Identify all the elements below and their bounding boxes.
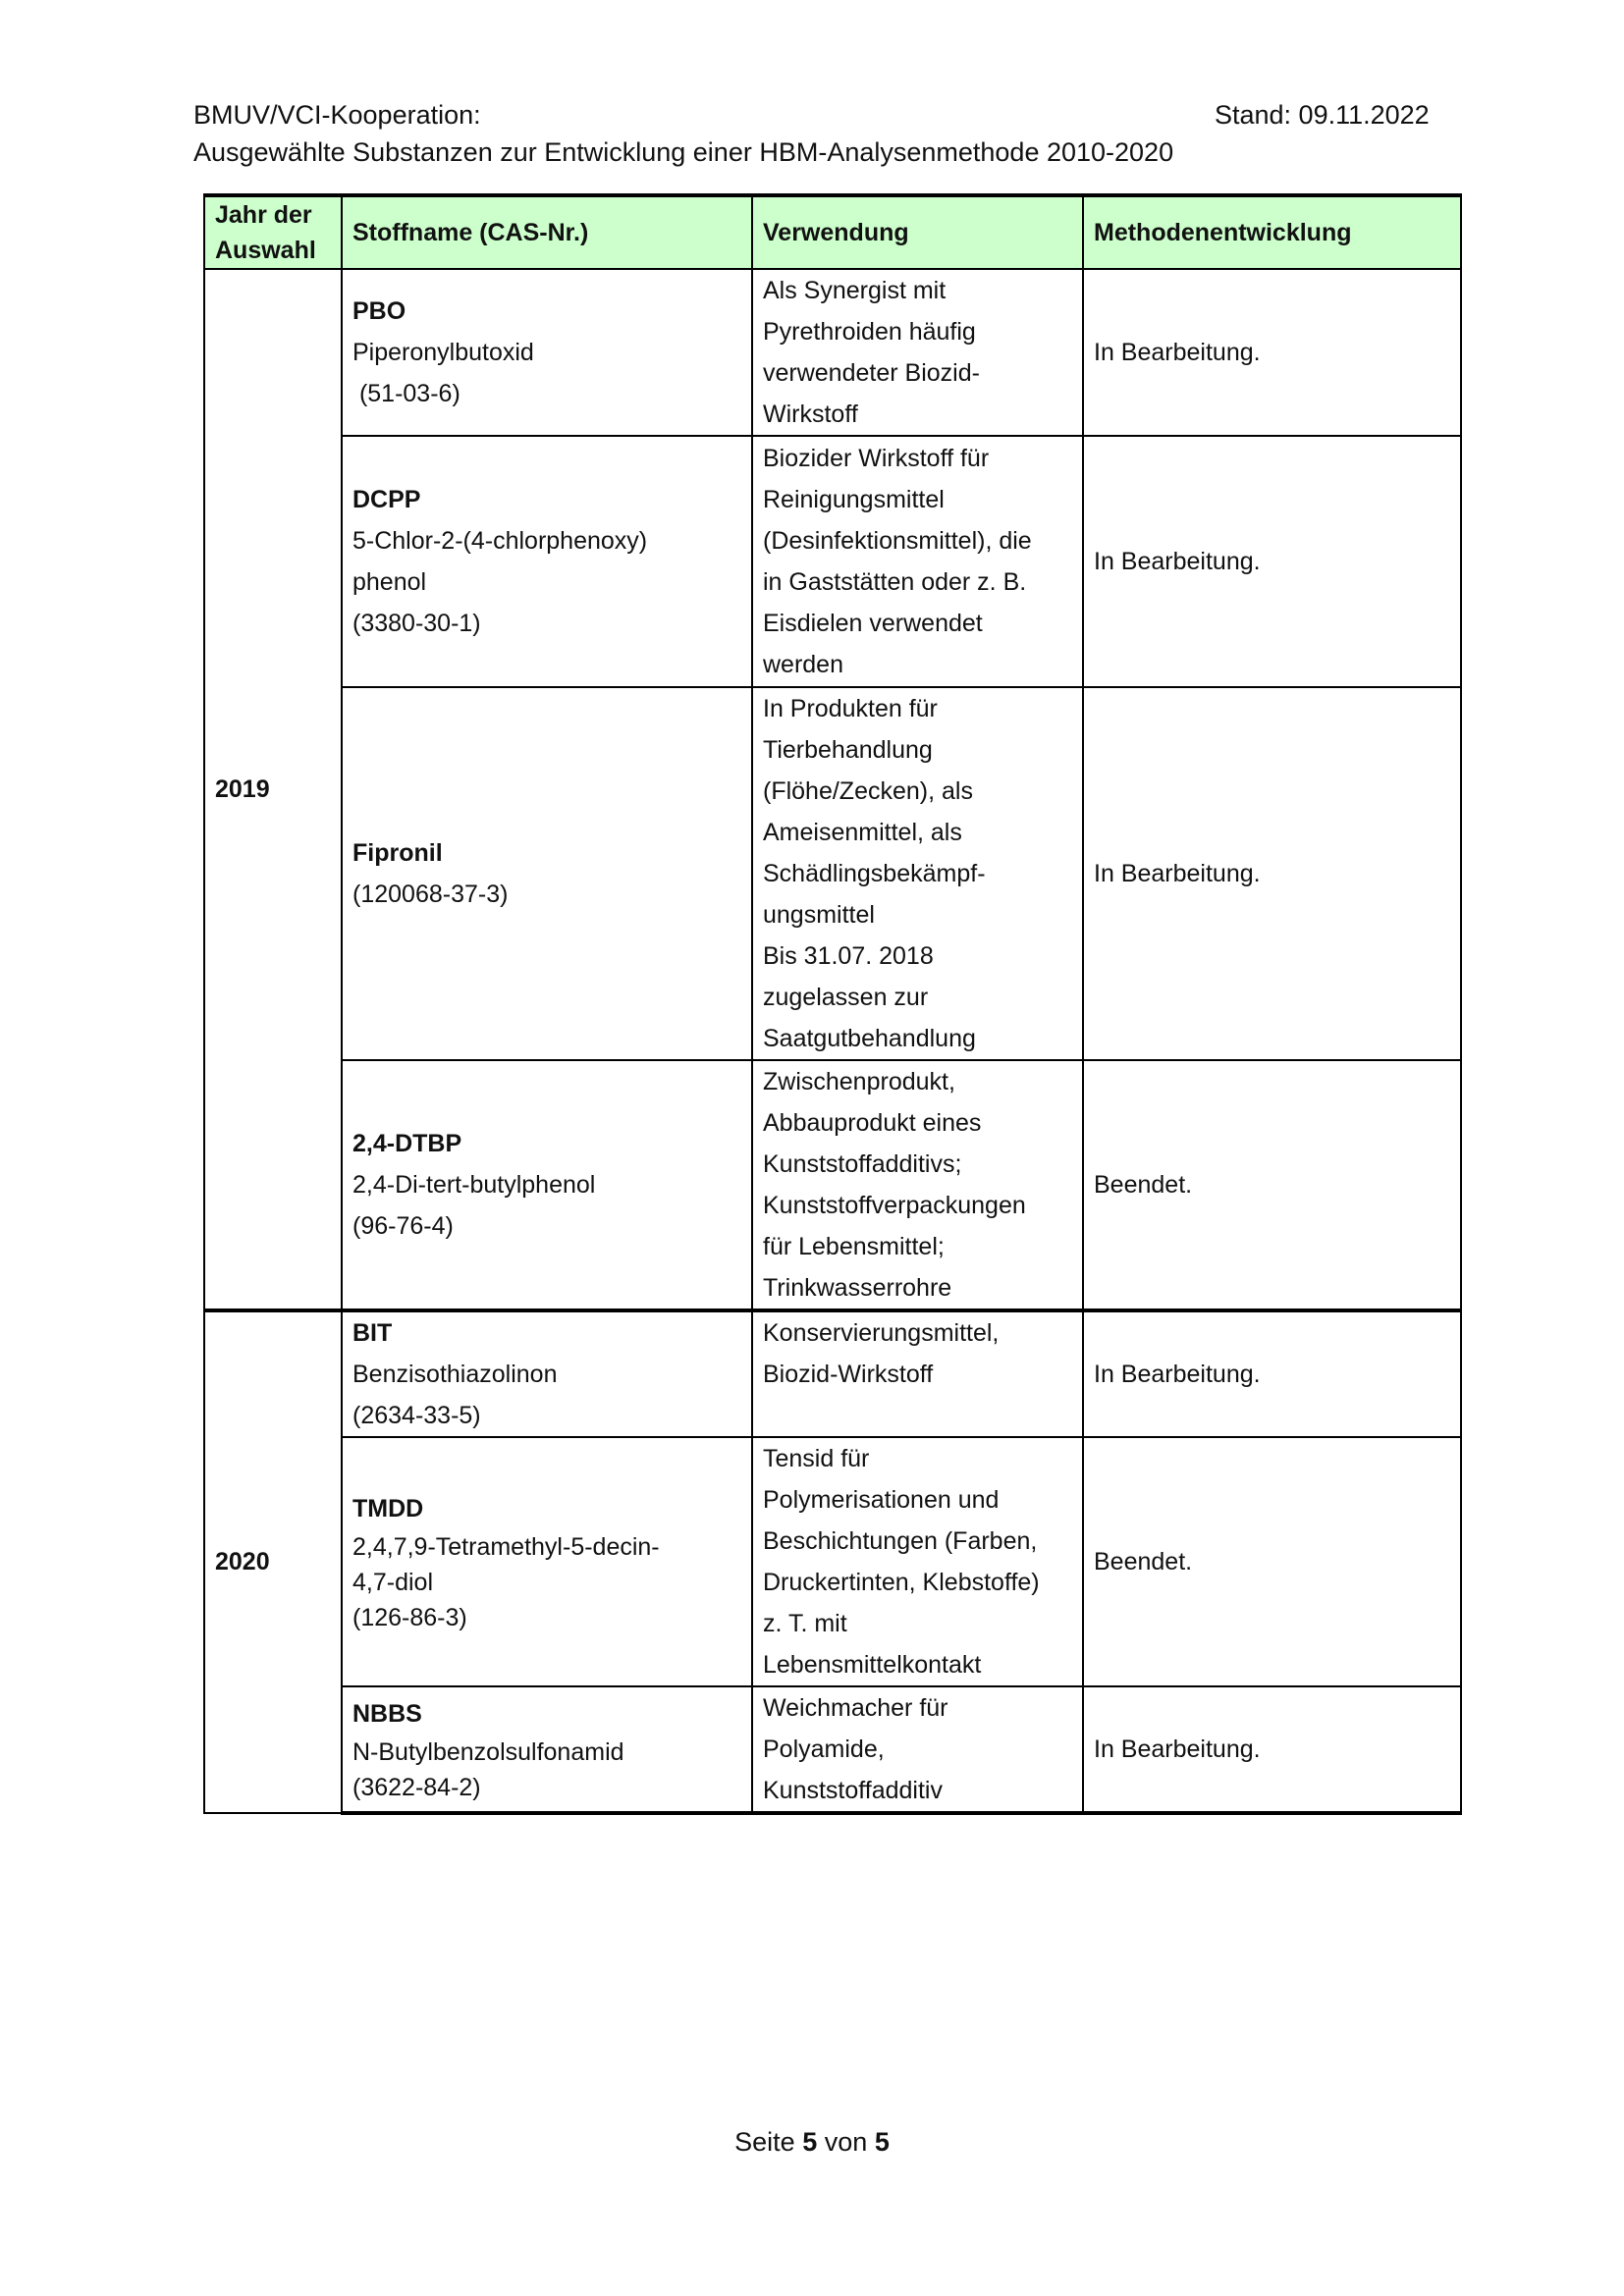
use-line: Trinkwasserrohre	[763, 1274, 952, 1302]
column-header-substance: Stoffname (CAS-Nr.)	[342, 195, 752, 269]
substance-cell	[342, 1437, 752, 1686]
use-cell	[752, 1310, 1083, 1437]
table-row	[204, 1060, 1461, 1310]
year-cell: 2019	[204, 269, 342, 1310]
substance-cas: (51-03-6)	[352, 380, 460, 407]
substance-cas: (3380-30-1)	[352, 610, 481, 637]
use-line: (Desinfektionsmittel), die	[763, 527, 1032, 555]
column-header-year-line-1: Jahr der	[215, 201, 312, 229]
substance-cas: (120068-37-3)	[352, 881, 509, 908]
substance-abbr: Fipronil	[352, 839, 443, 867]
use-line: Beschichtungen (Farben,	[763, 1527, 1038, 1555]
substance-cell	[342, 1686, 752, 1813]
use-line: Tensid für	[763, 1445, 870, 1472]
document-title: Ausgewählte Substanzen zur Entwicklung einer HBM-Analysenmethode 2010-2020	[193, 137, 1174, 167]
use-line: Eisdielen verwendet	[763, 610, 983, 637]
status-cell: In Bearbeitung.	[1083, 687, 1461, 1060]
use-cell	[752, 1437, 1083, 1686]
substance-name: 2,4,7,9-Tetramethyl-5-decin-	[352, 1533, 660, 1561]
use-line: werden	[763, 651, 843, 678]
substance-name: Piperonylbutoxid	[352, 339, 534, 366]
use-line: Biozider Wirkstoff für	[763, 445, 990, 472]
status-cell: In Bearbeitung.	[1083, 1310, 1461, 1437]
use-line: Wirkstoff	[763, 400, 858, 428]
use-line: Ameisenmittel, als	[763, 819, 962, 846]
header-cooperation: BMUV/VCI-Kooperation:	[193, 100, 481, 130]
footer-page-number: 5	[802, 2127, 818, 2157]
substance-cas: (126-86-3)	[352, 1604, 467, 1631]
use-line: Zwischenprodukt,	[763, 1068, 955, 1095]
substance-abbr: 2,4-DTBP	[352, 1130, 462, 1157]
use-cell	[752, 687, 1083, 1060]
use-line: Druckertinten, Klebstoffe)	[763, 1569, 1040, 1596]
substance-abbr: DCPP	[352, 486, 421, 513]
table-row	[204, 1686, 1461, 1813]
column-header-year-line-2: Auswahl	[215, 237, 316, 264]
substance-cell	[342, 269, 752, 436]
use-cell	[752, 269, 1083, 436]
use-line: Konservierungsmittel,	[763, 1319, 1000, 1347]
use-line: zugelassen zur	[763, 984, 929, 1011]
use-line: In Produkten für	[763, 695, 938, 722]
table-row	[204, 687, 1461, 1060]
use-line: z. T. mit	[763, 1610, 847, 1637]
year-cell: 2020	[204, 1310, 342, 1813]
substance-name: Benzisothiazolinon	[352, 1361, 558, 1388]
use-line: Weichmacher für	[763, 1694, 948, 1722]
use-line: Als Synergist mit	[763, 277, 947, 304]
use-line: verwendeter Biozid-	[763, 359, 980, 387]
use-line: für Lebensmittel;	[763, 1233, 945, 1260]
column-header-method: Methodenentwicklung	[1083, 195, 1461, 269]
status-cell: In Bearbeitung.	[1083, 1686, 1461, 1813]
use-line: Lebensmittelkontakt	[763, 1651, 982, 1679]
use-cell	[752, 436, 1083, 687]
substance-abbr: PBO	[352, 297, 406, 325]
substance-cell	[342, 1310, 752, 1437]
footer-page-label: Seite	[734, 2127, 795, 2157]
footer-of-label: von	[824, 2127, 868, 2157]
use-line: Saatgutbehandlung	[763, 1025, 976, 1052]
table-row	[204, 1310, 1461, 1437]
use-line: Pyrethroiden häufig	[763, 318, 976, 346]
substances-table	[203, 193, 1462, 1815]
substance-name: 5-Chlor-2-(4-chlorphenoxy)	[352, 527, 648, 555]
use-line: Tierbehandlung	[763, 736, 933, 764]
status-cell: In Bearbeitung.	[1083, 269, 1461, 436]
substance-name: 2,4-Di-tert-butylphenol	[352, 1171, 596, 1199]
substance-name: 4,7-diol	[352, 1569, 433, 1596]
substance-cell	[342, 436, 752, 687]
status-cell: Beendet.	[1083, 1437, 1461, 1686]
use-line: (Flöhe/Zecken), als	[763, 777, 973, 805]
use-line: ungsmittel	[763, 901, 875, 929]
substance-abbr: TMDD	[352, 1495, 424, 1522]
use-line: Reinigungsmittel	[763, 486, 945, 513]
use-line: Polyamide,	[763, 1735, 885, 1763]
substance-abbr: BIT	[352, 1319, 393, 1347]
use-line: Kunststoffverpackungen	[763, 1192, 1026, 1219]
substance-name: phenol	[352, 568, 427, 596]
status-cell: Beendet.	[1083, 1060, 1461, 1310]
use-line: Kunststoffadditiv	[763, 1777, 943, 1804]
use-line: Abbauprodukt eines	[763, 1109, 982, 1137]
substance-cell	[342, 1060, 752, 1310]
use-line: Schädlingsbekämpf-	[763, 860, 986, 887]
substance-cas: (3622-84-2)	[352, 1774, 481, 1801]
substance-name: N-Butylbenzolsulfonamid	[352, 1738, 624, 1766]
use-line: Kunststoffadditivs;	[763, 1150, 962, 1178]
substance-cas: (96-76-4)	[352, 1212, 454, 1240]
header-date: Stand: 09.11.2022	[1215, 100, 1430, 130]
table-row	[204, 269, 1461, 436]
table-header-row	[204, 195, 1461, 269]
column-header-use: Verwendung	[752, 195, 1083, 269]
substance-cas: (2634-33-5)	[352, 1402, 481, 1429]
use-line: in Gaststätten oder z. B.	[763, 568, 1027, 596]
table-row	[204, 1437, 1461, 1686]
use-line: Biozid-Wirkstoff	[763, 1361, 934, 1388]
page-footer	[0, 2127, 1624, 2158]
substance-cell	[342, 687, 752, 1060]
use-line: Bis 31.07. 2018	[763, 942, 934, 970]
column-header-year	[204, 195, 342, 269]
use-cell	[752, 1060, 1083, 1310]
use-line: Polymerisationen und	[763, 1486, 1000, 1514]
footer-page-total: 5	[874, 2127, 890, 2157]
substance-abbr: NBBS	[352, 1700, 422, 1728]
use-cell	[752, 1686, 1083, 1813]
status-cell: In Bearbeitung.	[1083, 436, 1461, 687]
table-row	[204, 436, 1461, 687]
